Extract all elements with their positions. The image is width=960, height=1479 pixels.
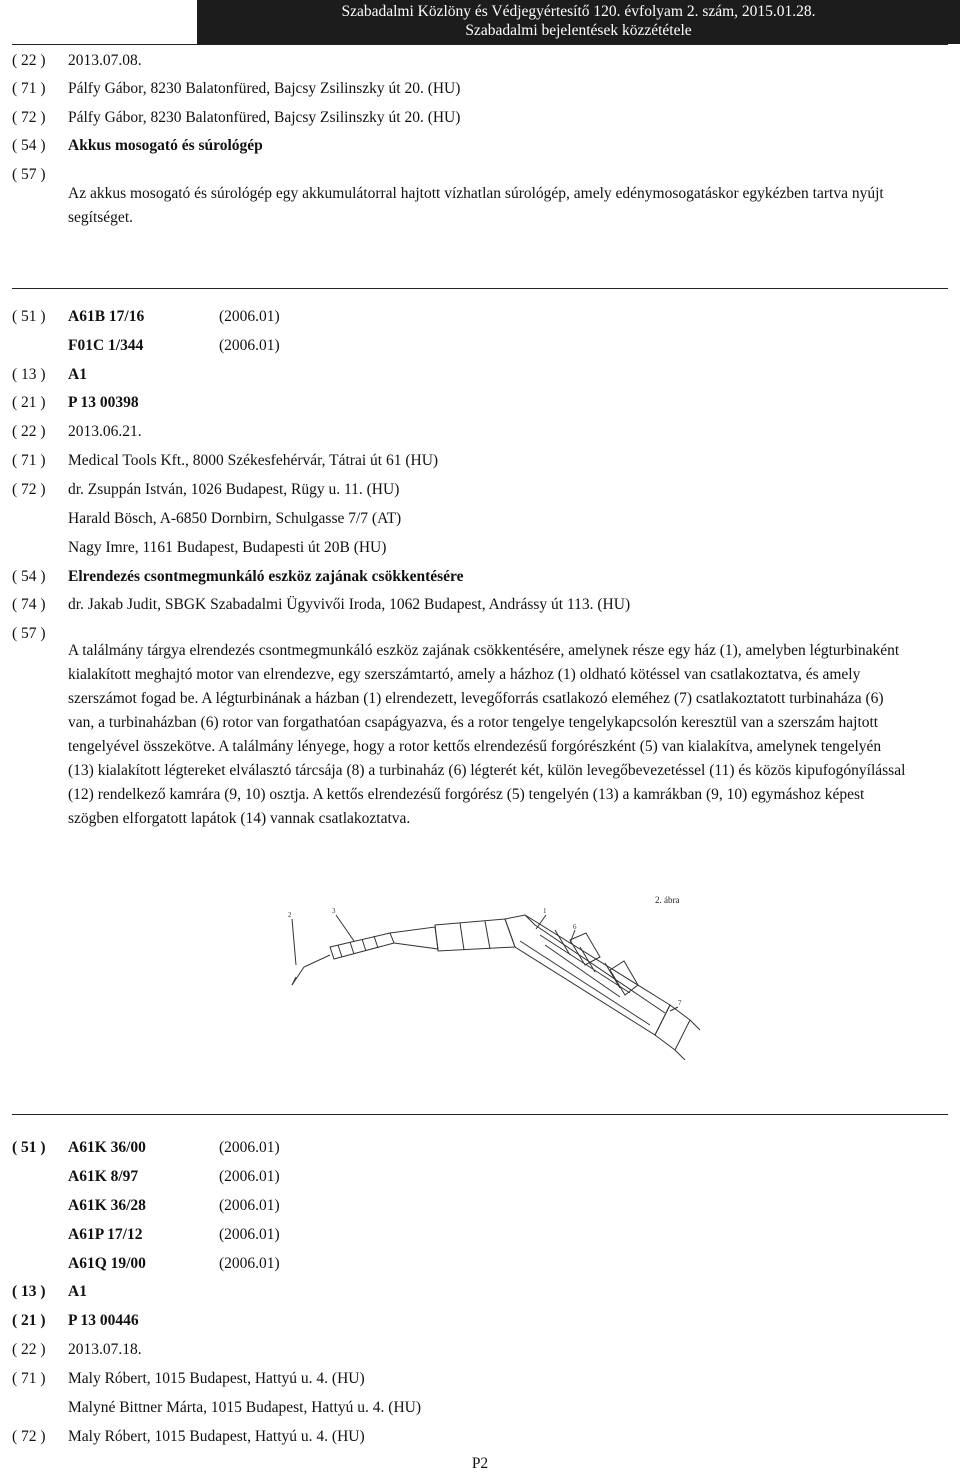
label-2: 2 bbox=[288, 911, 292, 919]
entry-separator bbox=[12, 1114, 948, 1115]
patent-drawing bbox=[270, 885, 700, 1060]
page-number: P2 bbox=[471, 1455, 489, 1472]
entry-separator bbox=[12, 288, 948, 289]
header-rule bbox=[12, 44, 948, 45]
label-1: 1 bbox=[543, 907, 547, 915]
tool-drawing bbox=[270, 885, 700, 1060]
section-title: Szabadalmi bejelentések közzététele bbox=[465, 22, 692, 39]
label-7: 7 bbox=[678, 999, 682, 1007]
entry2-abstract: A találmány tárgya elrendezés csontmegmunkáló eszköz zajának csökkentésére, amelynek része egy ház (1), amelyben légturbinaként kialakított meghajtó motor van elrendezve, egy szerszámtartó, amely a házhoz (1) oldható kötéssel van csatlakoztatva, és amely szerszámot fogad be. A légturbinának a házban (1) elrendezett, levegőforrás csatlakozó eleméhez (7) csatlakoztatott turbinaháza (6) van, a turbinaházban (6) rotor van forgathatóan csapágyazva, és a rotor tengelye tengelykapcsolón keresztül van a szerszám hajtott tengelyével összekötve. A találmány lényege, hogy a rotor kettős elrendezésű forgórészként (5) van kialakítva, amelynek tengelyén (13) kialakított légtereket elválasztó tárcsája (8) a turbinaház (6) légterét két, külön levegőbevezetéssel (11) és közös kipufogónyílással (12) rendelkező kamrára (9, 10) osztja. A kettős elrendezésű forgórész (5) tengelyén (13) a kamrákban (9, 10) egymáshoz képest szögben elforgatott lapátok (14) vannak csatlakoztatva. bbox=[68, 642, 906, 827]
label-3: 3 bbox=[332, 907, 336, 915]
figure-caption: 2. ábra bbox=[655, 895, 680, 905]
journal-header bbox=[197, 0, 960, 44]
journal-title: Szabadalmi Közlöny és Védjegyértesítő 120. évfolyam 2. szám, 2015.01.28. bbox=[341, 3, 816, 20]
entry1-abstract: Az akkus mosogató és súrológép egy akkumulátorral hajtott vízhatlan súrológép, amely edénymosogatáskor egykézben tartva nyújt segítséget. bbox=[68, 185, 884, 226]
label-6: 6 bbox=[573, 923, 577, 931]
